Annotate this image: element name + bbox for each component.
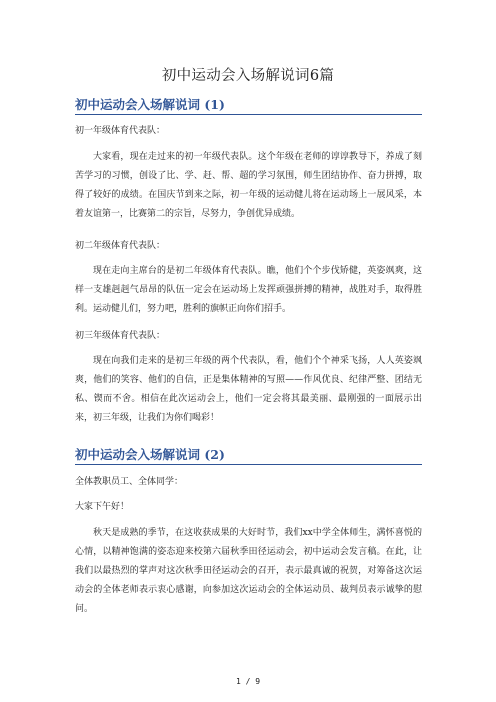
paragraph-grade3-label: 初三年级体育代表队： (75, 331, 166, 341)
paragraph-grade1-body: 大家看，现在走过来的初一年级代表队。这个年级在老师的谆谆教导下，养成了刻苦学习的习惯，创设了比、学、赶、帮、超的学习氛围，师生团结协作、奋力拼搏，取得了较好的成绩。在国庆节到来之际，初一年级的运动健儿将在运动场上一展风采，本着友谊第一，比赛第二的宗旨，尽努力，争创优异成绩。 (75, 152, 422, 219)
paragraph-grade2-label: 初二年级体育代表队： (75, 241, 166, 251)
paragraph-grade2-body: 现在走向主席台的是初二年级体育代表队。瞧，他们个个步伐矫健，英姿飒爽，这样一支雄赳赳气昂昂的队伍一定会在运动场上发挥顽强拼搏的精神，战胜对手，取得胜利。运动健儿们，努力吧，胜利的旗帜正向你们招手。 (75, 266, 422, 314)
paragraph-speech-body: 秋天是成熟的季节，在这收获成果的大好时节，我们xx中学全体师生，满怀喜悦的心情，以精神饱满的姿态迎来校第六届秋季田径运动会，初中运动会发言稿。在此，让我们以最热烈的掌声对这次秋季田径运动会的召开，表示最真诚的祝贺，对筹备这次运动会的全体老师表示衷心感谢，向参加这次运动会的全体运动员、裁判员表示诚挚的慰问。 (75, 528, 422, 614)
paragraph-greeting-afternoon: 大家下午好！ (75, 502, 130, 512)
section-heading-1: 初中运动会入场解说词 (1) (75, 97, 422, 115)
section-heading-2: 初中运动会入场解说词 (2) (75, 447, 422, 465)
page-number: 1 / 9 (235, 677, 261, 686)
paragraph-grade3-body: 现在向我们走来的是初三年级的两个代表队，看，他们个个神采飞扬，人人英姿飒爽，他们的笑容、他们的自信，正是集体精神的写照——作风优良、纪律严整、团结无私、锲而不舍。相信在此次运动会上，他们一定会将其最美丽、最刚强的一面展示出来，初三年级，让我们为你们喝彩！ (75, 356, 422, 423)
paragraph-grade1-label: 初一年级体育代表队： (75, 126, 166, 136)
paragraph-greeting-audience: 全体教职员工、全体同学： (75, 477, 184, 487)
document-title: 初中运动会入场解说词6篇 (161, 68, 335, 84)
